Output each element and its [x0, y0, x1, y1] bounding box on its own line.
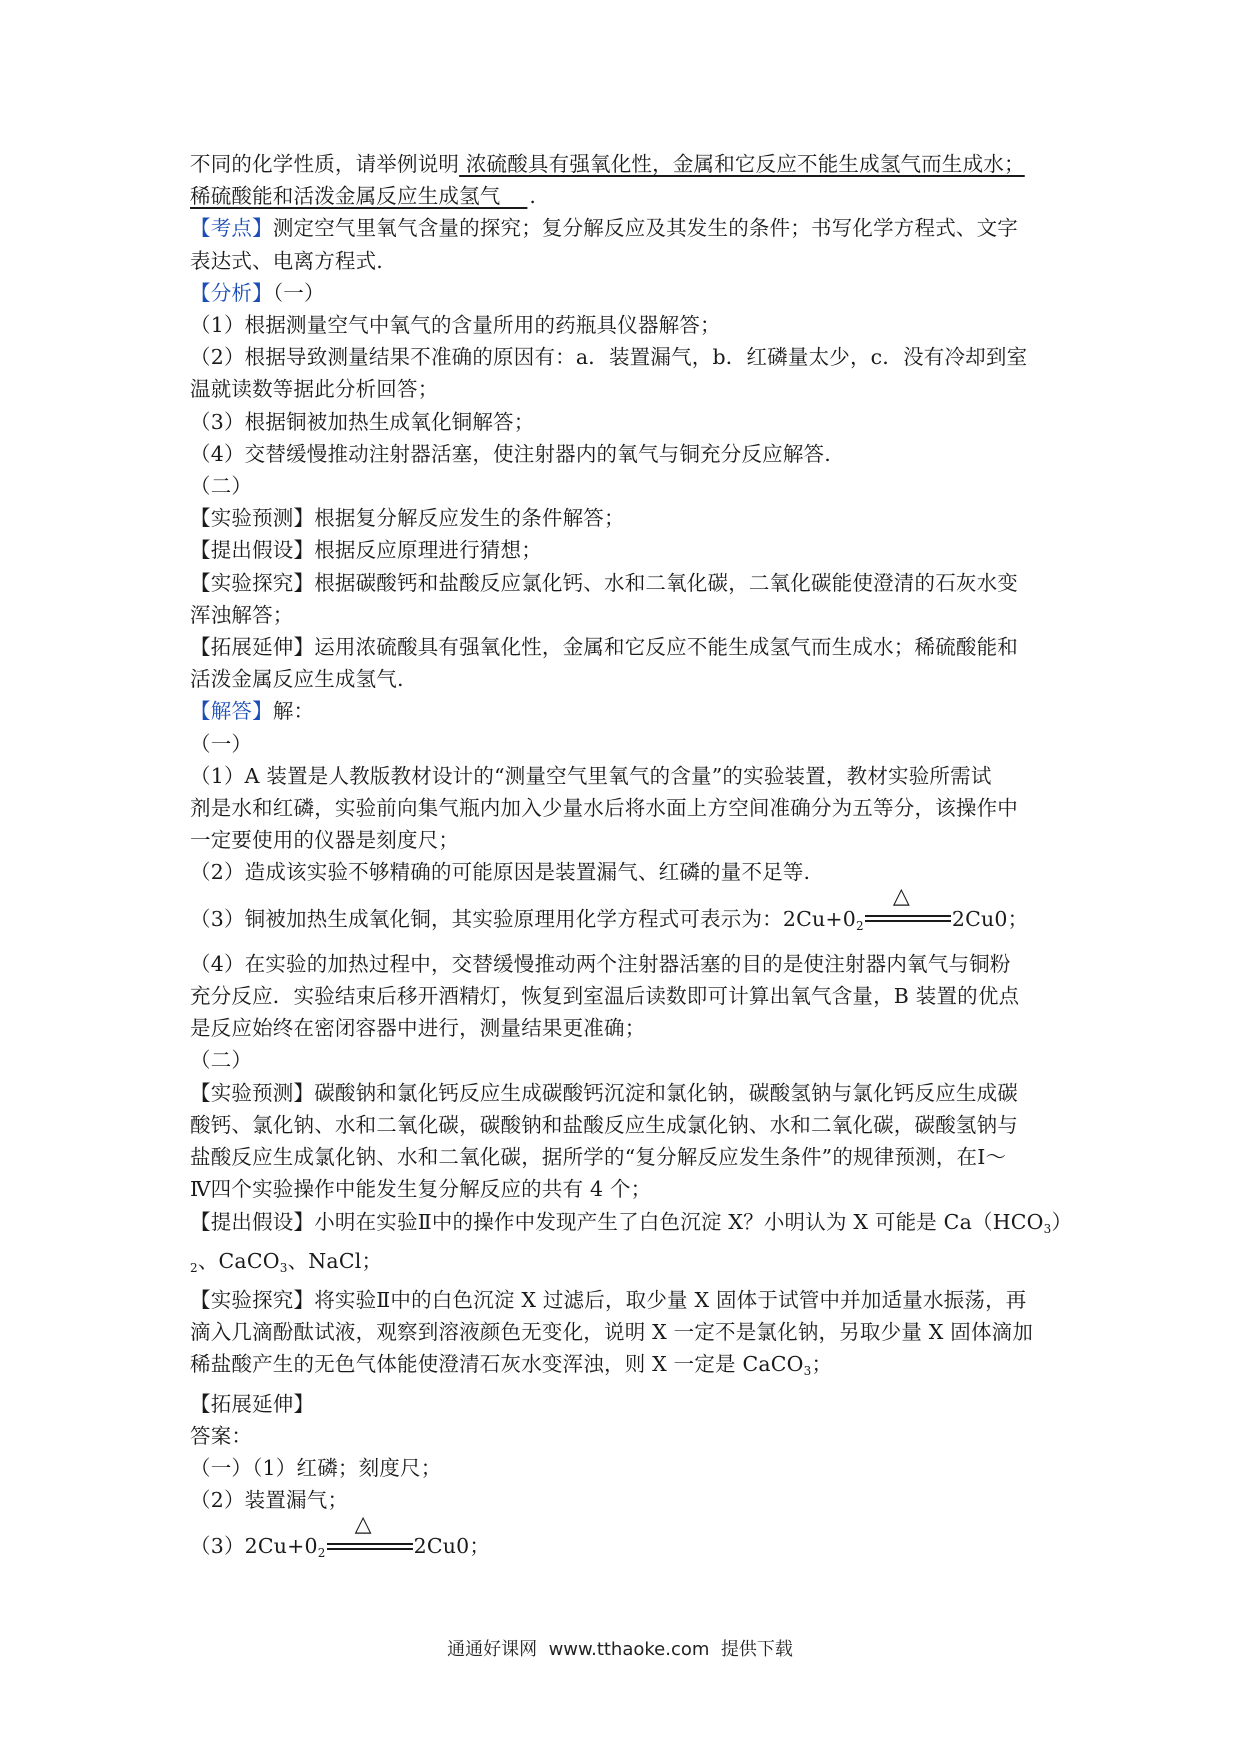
- page-footer: 通通好课网 www.tthaoke.com 提供下载: [447, 1639, 793, 1660]
- equation-line: $(3)2Cu+0_2$ △ 2Cu0；: [190, 1511, 491, 1561]
- text-line: （1）根据测量空气中氧气的含量所用的药瓶具仪器解答；: [190, 313, 721, 338]
- delta-symbol: △: [354, 1511, 372, 1537]
- text-line: （2）造成该实验不够精确的可能原因是装置漏气、红磷的量不足等.: [190, 860, 811, 885]
- heat-equals-sign: [327, 1511, 413, 1558]
- text-line: 酸钙、氯化钠、水和二氧化碳，碳酸钠和盐酸反应生成氯化钠、水和二氧化碳，碳酸氢钠与: [190, 1112, 1018, 1137]
- text-line: 充分反应．实验结束后移开酒精灯，恢复到室温后读数即可计算出氧气含量，B 装置的优点: [190, 984, 1020, 1009]
- text-line: 稀盐酸产生的无色气体能使澄清石灰水变浑浊，则 X 一定是 CaCO$_3$；: [190, 1352, 833, 1379]
- text-line: 浑浊解答；: [190, 602, 294, 627]
- heat-equals-sign: [865, 884, 951, 930]
- underlined-answer: 浓硫酸具有强氧化性，金属和它反应不能生成氢气而生成水；: [459, 152, 1025, 176]
- text-line: （2）根据导致测量结果不准确的原因有：a．装置漏气，b．红磷量太少，c．没有冷却到室: [190, 345, 1028, 370]
- text-line: $_2$、CaCO$_3$、NaCl；: [190, 1248, 383, 1275]
- jieda-label: 【解答】: [190, 699, 273, 724]
- underlined-answer: 稀硫酸能和活泼金属反应生成氢气: [190, 184, 528, 209]
- text-line: （2）装置漏气；: [190, 1488, 349, 1513]
- text-line: 滴入几滴酚酞试液，观察到溶液颜色无变化，说明 X 一定不是氯化钠，另取少量 X 固体滴加: [190, 1320, 1034, 1345]
- text-line: 【实验探究】将实验Ⅱ中的白色沉淀 X 过滤后，取少量 X 固体于试管中并加适量水振荡，再: [190, 1287, 1027, 1312]
- text-line: 【拓展延伸】运用浓硫酸具有强氧化性，金属和它反应不能生成氢气而生成水；稀硫酸能和: [190, 635, 1018, 660]
- text-line: 【实验预测】根据复分解反应发生的条件解答；: [190, 506, 625, 531]
- kaodian-label: 【考点】: [190, 216, 273, 241]
- text-line: 【提出假设】小明在实验Ⅱ中的操作中发现产生了白色沉淀 X？小明认为 X 可能是 $Ca(HCO_3)$: [190, 1209, 1073, 1236]
- text-line: 答案：: [190, 1423, 253, 1448]
- document-body: [190, 148, 1073, 1576]
- fenxi-label: 【分析】: [190, 280, 273, 305]
- text-line: 是反应始终在密闭容器中进行，测量结果更准确；: [190, 1016, 646, 1041]
- text-line: 稀硫酸能和活泼金属反应生成氢气 .: [190, 184, 537, 209]
- text-line: 【提出假设】根据反应原理进行猜想；: [190, 538, 542, 563]
- text-line: 温就读数等据此分析回答；: [190, 377, 439, 402]
- text-line: （一）: [190, 731, 253, 756]
- delta-symbol: △: [892, 884, 910, 910]
- text-line: （4）在实验的加热过程中，交替缓慢推动两个注射器活塞的目的是使注射器内氧气与铜粉: [190, 951, 1011, 976]
- text-line: 【实验探究】根据碳酸钙和盐酸反应氯化钙、水和二氧化碳，二氧化碳能使澄清的石灰水变: [190, 570, 1018, 595]
- text-line: 【拓展延伸】: [190, 1391, 315, 1416]
- kaodian-line: 【考点】测定空气里氧气含量的探究；复分解反应及其发生的条件；书写化学方程式、文字: [190, 216, 1019, 241]
- text-line: （二）: [190, 1048, 253, 1073]
- jieda-line: 【解答】解：: [190, 699, 315, 724]
- text-line: 表达式、电离方程式.: [190, 248, 384, 273]
- text-line: 活泼金属反应生成氢气.: [190, 667, 404, 692]
- text-line: （二）: [190, 474, 253, 499]
- text-line: 【实验预测】碳酸钠和氯化钙反应生成碳酸钙沉淀和氯化钠，碳酸氢钠与氯化钙反应生成碳: [190, 1080, 1018, 1105]
- text-line: 剂是水和红磷，实验前向集气瓶内加入少量水后将水面上方空间准确分为五等分，该操作中: [190, 796, 1018, 821]
- fenxi-line: 【分析】（一）: [190, 280, 325, 305]
- text-line: （4）交替缓慢推动注射器活塞，使注射器内的氧气与铜充分反应解答.: [190, 441, 831, 466]
- text-line: （3）根据铜被加热生成氧化铜解答；: [190, 409, 535, 434]
- equation-line: （3）铜被加热生成氧化铜，其实验原理用化学方程式可表示为：$2Cu+0_2$ △ 2Cu0；: [190, 884, 1029, 933]
- text-line: （一）（1）红磷；刻度尺；: [190, 1455, 442, 1480]
- text-line: 盐酸反应生成氯化钠、水和二氧化碳，据所学的“复分解反应发生条件”的规律预测，在Ⅰ～: [190, 1145, 1007, 1170]
- text-line: 一定要使用的仪器是刻度尺；: [190, 828, 460, 853]
- text-line: Ⅳ四个实验操作中能发生复分解反应的共有 4 个；: [190, 1177, 652, 1202]
- text-line: 不同的化学性质，请举例说明 浓硫酸具有强氧化性，金属和它反应不能生成氢气而生成水；: [190, 152, 1025, 176]
- text-line: （1）A 装置是人教版教材设计的“测量空气里氧气的含量”的实验装置，教材实验所需试: [190, 763, 992, 788]
